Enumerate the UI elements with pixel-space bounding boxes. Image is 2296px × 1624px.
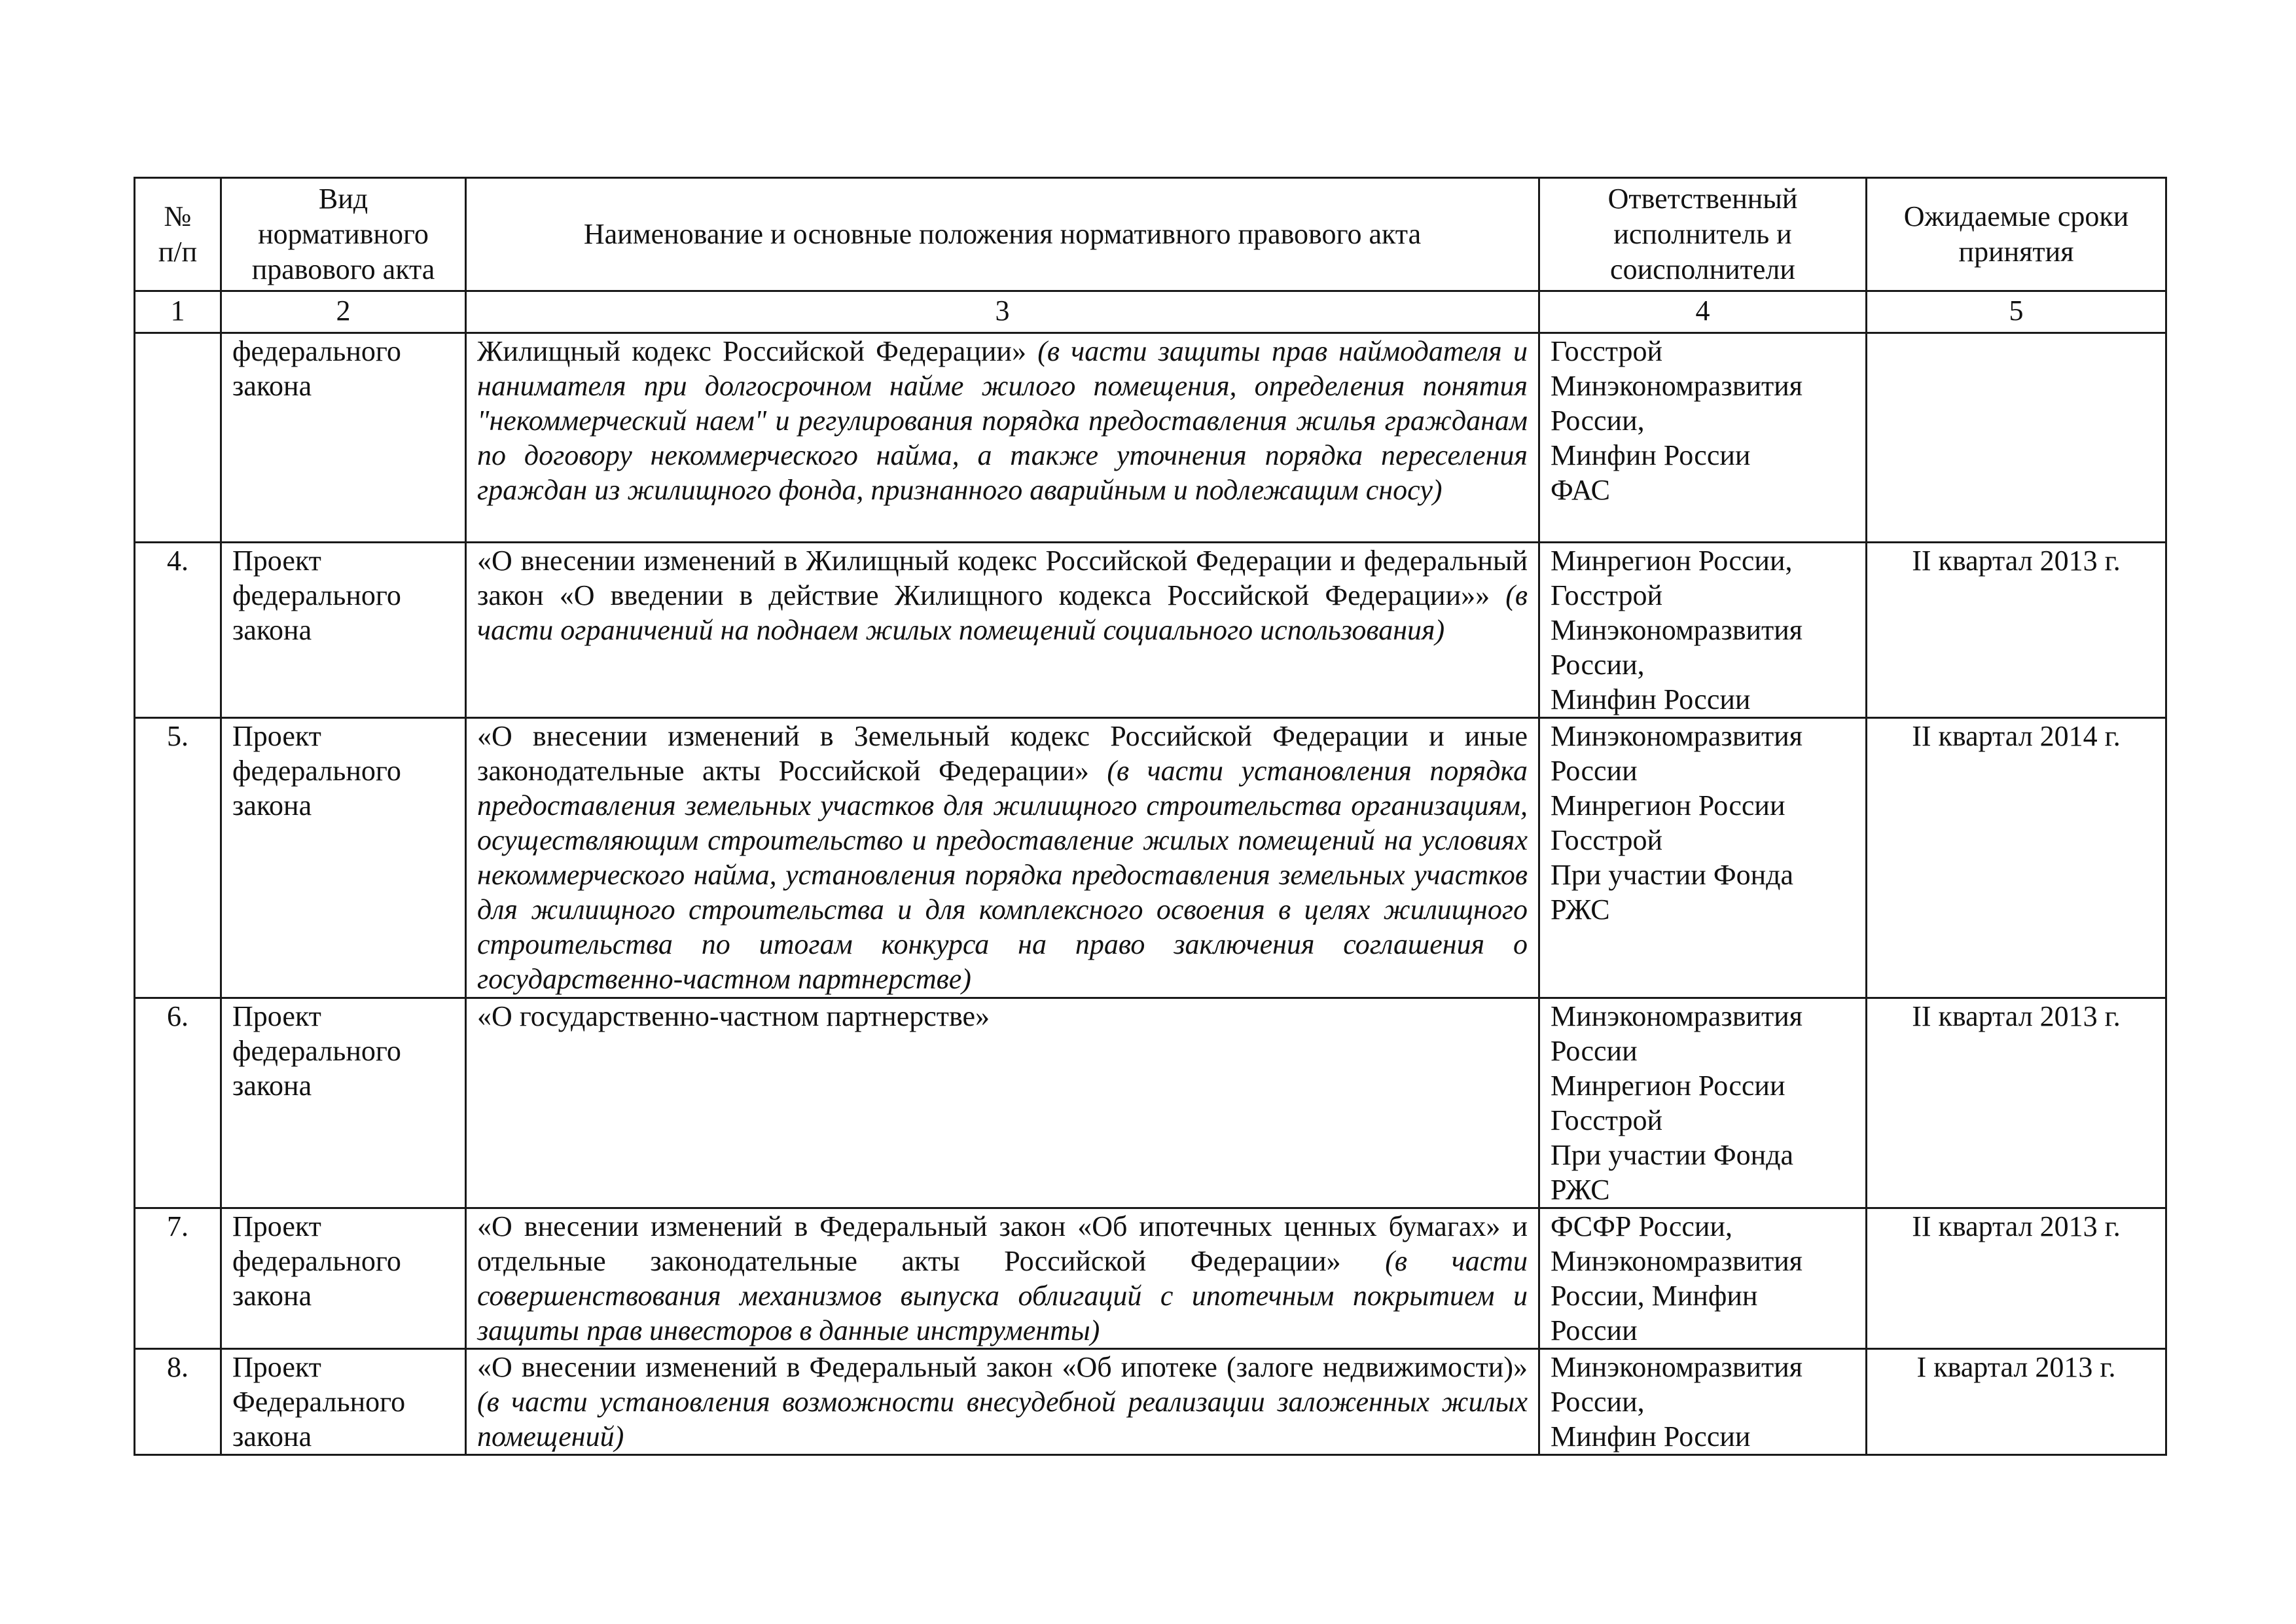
header-act-kind: Вид нормативного правового акта: [221, 178, 466, 291]
act-name-text: «О внесении изменений в Федеральный закон «Об ипотеке (залоге недвижимости)»: [477, 1351, 1528, 1383]
act-name-text: «О внесении изменений в Федеральный закон «Об ипотечных ценных бумагах» и отдельные законодательные акты Российской Федерации»: [477, 1210, 1528, 1277]
header-term: Ожидаемые сроки принятия: [1867, 178, 2166, 291]
column-number: 4: [1539, 291, 1867, 333]
row-act-name: [466, 543, 1539, 718]
header-act-name: Наименование и основные положения нормативного правового акта: [466, 178, 1539, 291]
row-act-name: [466, 1208, 1539, 1349]
header-executor: Ответственный исполнитель и соисполнители: [1539, 178, 1867, 291]
act-name-details: (в части установления возможности внесудебной реализации заложенных жилых помещений): [477, 1386, 1528, 1453]
row-term: II квартал 2013 г.: [1867, 998, 2166, 1208]
act-name-details: (в части установления порядка предоставления земельных участков для жилищного строительства организациям, осуществляющим строительство и предоставление жилых помещений на условиях некоммерческого найма, установления порядка предоставления земельных участков для жилищного строительства и для комплексного освоения в целях жилищного строительства по итогам конкурса на право заключения соглашения о государственно-частном партнерстве): [477, 755, 1528, 995]
row-number: 6.: [135, 998, 221, 1208]
act-name-text: «О внесении изменений в Земельный кодекс Российской Федерации и иные законодательные акты Российской Федерации»: [477, 720, 1528, 787]
column-number: 2: [221, 291, 466, 333]
table-row: [135, 333, 2166, 543]
row-term: II квартал 2014 г.: [1867, 718, 2166, 998]
row-act-kind: Проект федерального закона: [221, 718, 466, 998]
row-act-name: [466, 1349, 1539, 1455]
table-row: [135, 998, 2166, 1208]
table-header-row: [135, 178, 2166, 291]
row-executor: Госстрой Минэкономразвития России, Минфин России ФАС: [1539, 333, 1867, 543]
column-number: 3: [466, 291, 1539, 333]
row-act-kind: Проект федерального закона: [221, 998, 466, 1208]
table-row: [135, 543, 2166, 718]
column-number: 5: [1867, 291, 2166, 333]
act-name-details: (в части ограничений на поднаем жилых помещений социального использования): [477, 579, 1528, 646]
row-act-name: [466, 998, 1539, 1208]
row-executor: Минэкономразвития России Минрегион России Госстрой При участии Фонда РЖС: [1539, 998, 1867, 1208]
row-number: 7.: [135, 1208, 221, 1349]
row-act-kind: Проект федерального закона: [221, 543, 466, 718]
row-executor: Минэкономразвития России Минрегион России Госстрой При участии Фонда РЖС: [1539, 718, 1867, 998]
row-executor: Минрегион России, Госстрой Минэкономразвития России, Минфин России: [1539, 543, 1867, 718]
act-name-text: Жилищный кодекс Российской Федерации»: [477, 335, 1026, 367]
header-number: № п/п: [135, 178, 221, 291]
table-row: [135, 1208, 2166, 1349]
row-number: 5.: [135, 718, 221, 998]
column-number: 1: [135, 291, 221, 333]
table-row: [135, 718, 2166, 998]
column-number-row: [135, 291, 2166, 333]
table-row: [135, 1349, 2166, 1455]
row-number: 4.: [135, 543, 221, 718]
act-name-text: «О государственно-частном партнерстве»: [477, 1000, 990, 1032]
row-number: [135, 333, 221, 543]
row-executor: ФСФР России, Минэкономразвития России, Минфин России: [1539, 1208, 1867, 1349]
row-term: [1867, 333, 2166, 543]
act-name-details: (в части защиты прав наймодателя и нанимателя при долгосрочном найме жилого помещения, определения понятия "некоммерческий наем" и регулирования порядка предоставления жилья гражданам по договору некоммерческого найма, а также уточнения порядка переселения граждан из жилищного фонда, признанного аварийным и подлежащим сносу): [477, 335, 1528, 506]
act-name-text: «О внесении изменений в Жилищный кодекс Российской Федерации и федеральный закон «О введении в действие Жилищного кодекса Российской Федерации»»: [477, 545, 1528, 611]
row-term: II квартал 2013 г.: [1867, 543, 2166, 718]
row-act-kind: Проект федерального закона: [221, 1208, 466, 1349]
act-name-details: (в части совершенствования механизмов выпуска облигаций с ипотечным покрытием и защиты прав инвесторов в данные инструменты): [477, 1245, 1528, 1346]
row-term: II квартал 2013 г.: [1867, 1208, 2166, 1349]
normative-acts-table: [134, 177, 2167, 1456]
row-number: 8.: [135, 1349, 221, 1455]
row-act-kind: федерального закона: [221, 333, 466, 543]
row-executor: Минэкономразвития России, Минфин России: [1539, 1349, 1867, 1455]
row-act-name: [466, 718, 1539, 998]
row-act-name: [466, 333, 1539, 543]
row-act-kind: Проект Федерального закона: [221, 1349, 466, 1455]
row-term: I квартал 2013 г.: [1867, 1349, 2166, 1455]
